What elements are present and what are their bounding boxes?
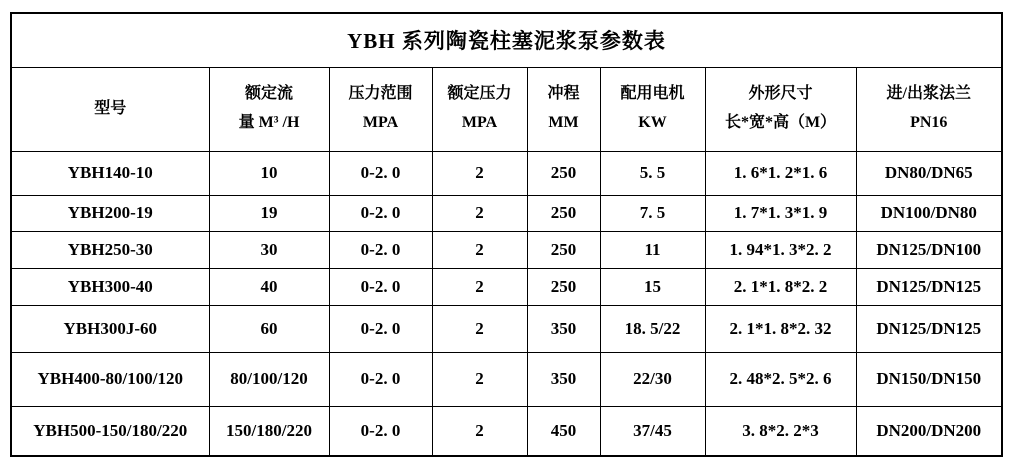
cell-r7-c1: YBH500-150/180/220 xyxy=(11,406,209,456)
column-header-flange xyxy=(856,67,1002,151)
cell-r7-c5: 450 xyxy=(527,406,600,456)
cell-r5-c5: 350 xyxy=(527,305,600,352)
header-line1: 进/出浆法兰 xyxy=(886,85,971,103)
cell-r6-c2: 80/100/120 xyxy=(209,352,329,406)
cell-r2-c1: YBH200-19 xyxy=(11,195,209,231)
cell-r1-c6: 5. 5 xyxy=(600,151,705,195)
cell-r6-c8: DN150/DN150 xyxy=(856,352,1002,406)
header-row xyxy=(11,67,1002,151)
cell-r3-c6: 11 xyxy=(600,231,705,268)
cell-r7-c3: 0-2. 0 xyxy=(329,406,432,456)
cell-r3-c1: YBH250-30 xyxy=(11,231,209,268)
header-line2: MPA xyxy=(362,114,399,131)
column-header-pressure-range xyxy=(329,67,432,151)
cell-r3-c5: 250 xyxy=(527,231,600,268)
cell-r4-c4: 2 xyxy=(432,268,527,305)
cell-r6-c7: 2. 48*2. 5*2. 6 xyxy=(705,352,856,406)
table-title: YBH 系列陶瓷柱塞泥浆泵参数表 xyxy=(11,13,1002,67)
cell-r2-c5: 250 xyxy=(527,195,600,231)
header-line2: 量 M³ /H xyxy=(238,114,300,131)
header-line2: 长*宽*高（M） xyxy=(724,114,837,131)
cell-r7-c8: DN200/DN200 xyxy=(856,406,1002,456)
cell-r6-c3: 0-2. 0 xyxy=(329,352,432,406)
column-header-model xyxy=(11,67,209,151)
cell-r2-c3: 0-2. 0 xyxy=(329,195,432,231)
table-row xyxy=(11,231,1002,268)
cell-r7-c2: 150/180/220 xyxy=(209,406,329,456)
cell-r5-c2: 60 xyxy=(209,305,329,352)
column-header-rated-flow xyxy=(209,67,329,151)
table-row xyxy=(11,305,1002,352)
cell-r3-c2: 30 xyxy=(209,231,329,268)
title-row xyxy=(11,13,1002,67)
cell-r4-c8: DN125/DN125 xyxy=(856,268,1002,305)
cell-r7-c7: 3. 8*2. 2*3 xyxy=(705,406,856,456)
table-row xyxy=(11,151,1002,195)
cell-r6-c1: YBH400-80/100/120 xyxy=(11,352,209,406)
cell-r5-c1: YBH300J-60 xyxy=(11,305,209,352)
header-line1: 外形尺寸 xyxy=(748,85,813,103)
cell-r7-c4: 2 xyxy=(432,406,527,456)
cell-r2-c8: DN100/DN80 xyxy=(856,195,1002,231)
header-line2: MPA xyxy=(461,114,498,131)
table-row xyxy=(11,195,1002,231)
cell-r5-c6: 18. 5/22 xyxy=(600,305,705,352)
cell-r4-c1: YBH300-40 xyxy=(11,268,209,305)
pump-params-table xyxy=(10,12,1003,457)
cell-r1-c7: 1. 6*1. 2*1. 6 xyxy=(705,151,856,195)
cell-r1-c5: 250 xyxy=(527,151,600,195)
header-line1: 额定流 xyxy=(244,85,293,103)
cell-r6-c5: 350 xyxy=(527,352,600,406)
table-row xyxy=(11,406,1002,456)
cell-r3-c7: 1. 94*1. 3*2. 2 xyxy=(705,231,856,268)
header-line1: 型号 xyxy=(94,99,127,117)
header-line2: KW xyxy=(638,114,667,131)
cell-r3-c4: 2 xyxy=(432,231,527,268)
cell-r1-c2: 10 xyxy=(209,151,329,195)
header-line1: 额定压力 xyxy=(447,85,512,103)
cell-r1-c8: DN80/DN65 xyxy=(856,151,1002,195)
cell-r4-c2: 40 xyxy=(209,268,329,305)
cell-r6-c4: 2 xyxy=(432,352,527,406)
cell-r1-c4: 2 xyxy=(432,151,527,195)
header-line1: 配用电机 xyxy=(620,85,685,103)
cell-r2-c7: 1. 7*1. 3*1. 9 xyxy=(705,195,856,231)
cell-r1-c3: 0-2. 0 xyxy=(329,151,432,195)
table-row xyxy=(11,268,1002,305)
cell-r1-c1: YBH140-10 xyxy=(11,151,209,195)
header-line2: PN16 xyxy=(910,114,948,131)
cell-r5-c4: 2 xyxy=(432,305,527,352)
header-line1: 压力范围 xyxy=(348,85,413,103)
cell-r3-c3: 0-2. 0 xyxy=(329,231,432,268)
table-row xyxy=(11,352,1002,406)
column-header-motor-power xyxy=(600,67,705,151)
cell-r4-c6: 15 xyxy=(600,268,705,305)
header-line1: 冲程 xyxy=(547,85,580,103)
cell-r3-c8: DN125/DN100 xyxy=(856,231,1002,268)
cell-r5-c7: 2. 1*1. 8*2. 32 xyxy=(705,305,856,352)
column-header-dimensions xyxy=(705,67,856,151)
cell-r6-c6: 22/30 xyxy=(600,352,705,406)
column-header-rated-pressure xyxy=(432,67,527,151)
cell-r4-c5: 250 xyxy=(527,268,600,305)
cell-r2-c2: 19 xyxy=(209,195,329,231)
cell-r4-c3: 0-2. 0 xyxy=(329,268,432,305)
table-body xyxy=(11,151,1002,456)
cell-r2-c6: 7. 5 xyxy=(600,195,705,231)
header-line2: MM xyxy=(548,114,579,131)
column-header-stroke xyxy=(527,67,600,151)
cell-r7-c6: 37/45 xyxy=(600,406,705,456)
cell-r2-c4: 2 xyxy=(432,195,527,231)
cell-r4-c7: 2. 1*1. 8*2. 2 xyxy=(705,268,856,305)
cell-r5-c3: 0-2. 0 xyxy=(329,305,432,352)
cell-r5-c8: DN125/DN125 xyxy=(856,305,1002,352)
